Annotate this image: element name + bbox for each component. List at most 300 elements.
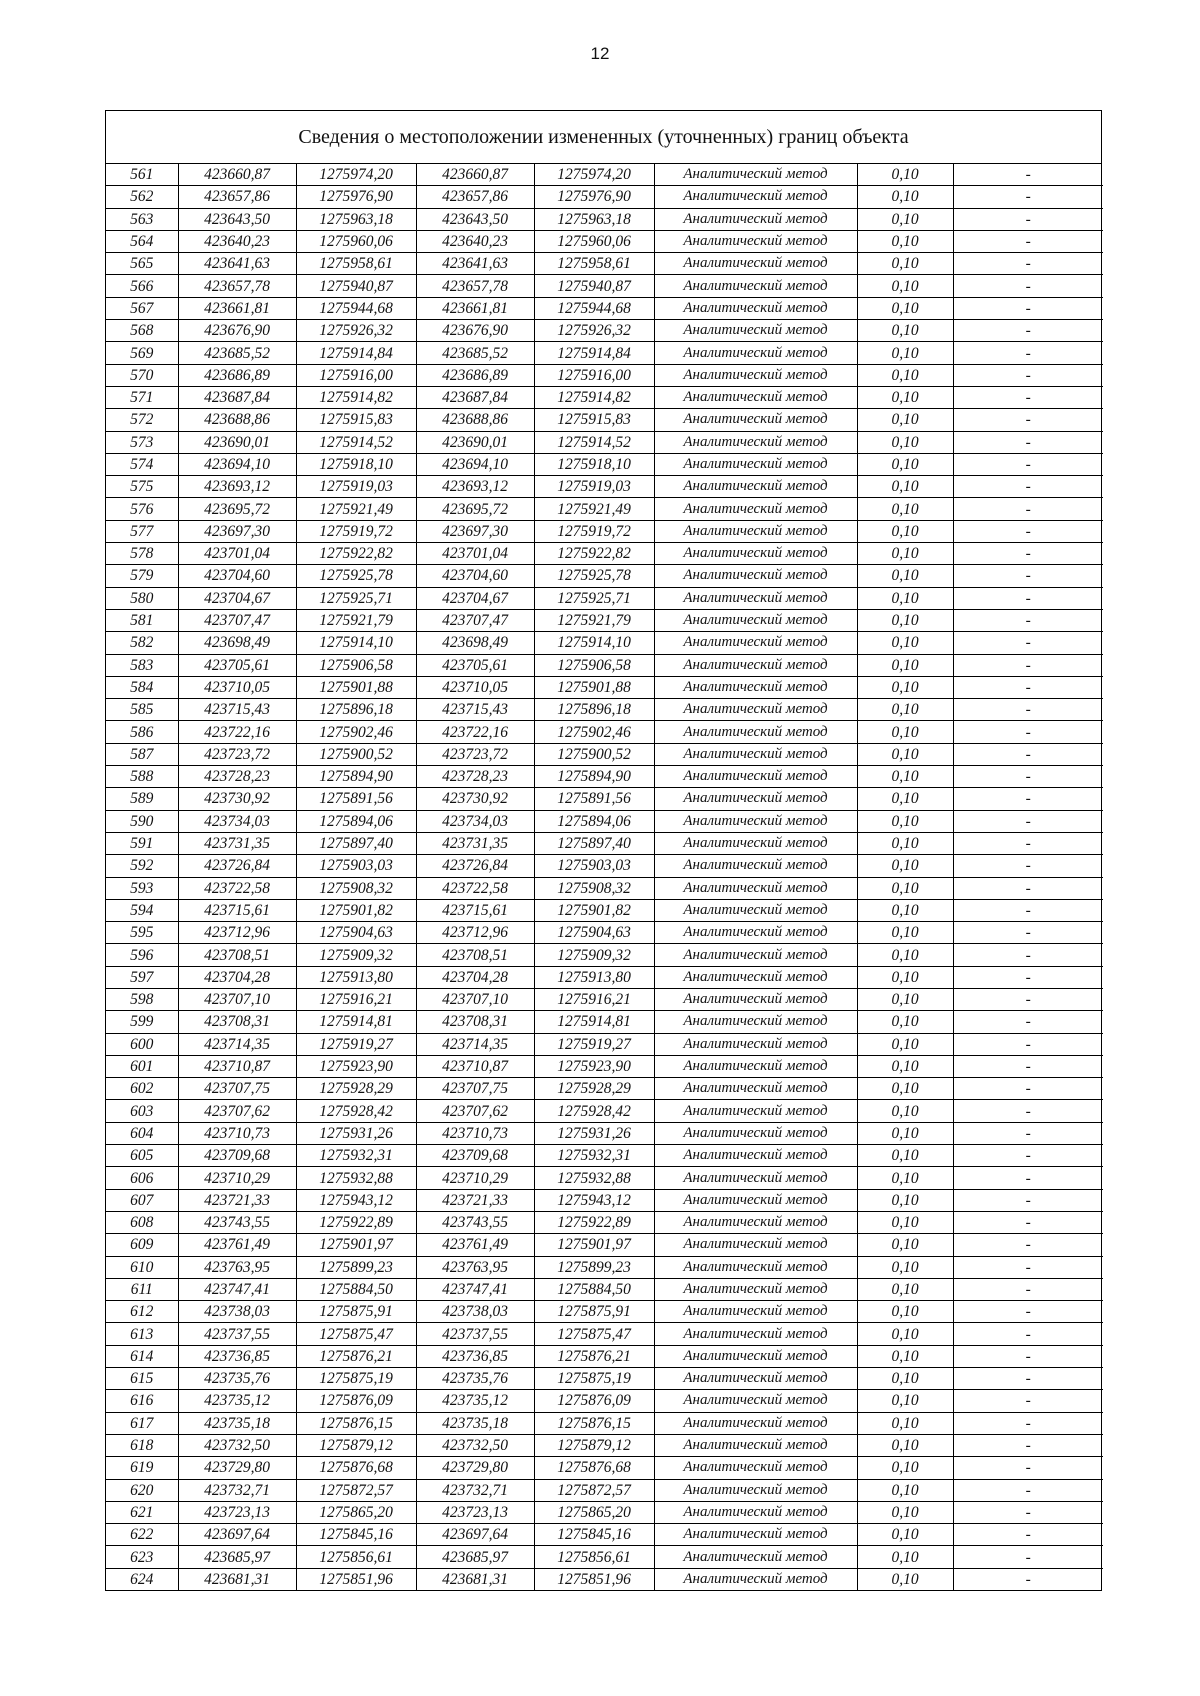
cell-point-number: 574 xyxy=(106,453,178,475)
cell-note: - xyxy=(953,1145,1103,1167)
cell-y-refined: 1275916,00 xyxy=(534,364,654,386)
cell-method: Аналитический метод xyxy=(654,1100,857,1122)
table-row xyxy=(106,208,1103,230)
cell-note: - xyxy=(953,543,1103,565)
cell-note: - xyxy=(953,855,1103,877)
cell-method: Аналитический метод xyxy=(654,164,857,186)
cell-y-existing: 1275919,03 xyxy=(296,476,416,498)
cell-point-number: 579 xyxy=(106,565,178,587)
cell-x-refined: 423707,47 xyxy=(416,609,534,631)
cell-y-existing: 1275875,19 xyxy=(296,1368,416,1390)
cell-accuracy: 0,10 xyxy=(857,743,953,765)
cell-method: Аналитический метод xyxy=(654,342,857,364)
cell-x-existing: 423721,33 xyxy=(178,1189,296,1211)
cell-x-existing: 423657,78 xyxy=(178,275,296,297)
cell-point-number: 623 xyxy=(106,1546,178,1568)
cell-method: Аналитический метод xyxy=(654,520,857,542)
cell-x-refined: 423743,55 xyxy=(416,1211,534,1233)
cell-accuracy: 0,10 xyxy=(857,721,953,743)
cell-accuracy: 0,10 xyxy=(857,476,953,498)
cell-x-existing: 423738,03 xyxy=(178,1301,296,1323)
cell-x-existing: 423715,61 xyxy=(178,899,296,921)
cell-point-number: 606 xyxy=(106,1167,178,1189)
cell-x-refined: 423714,35 xyxy=(416,1033,534,1055)
cell-point-number: 604 xyxy=(106,1122,178,1144)
cell-x-existing: 423732,71 xyxy=(178,1479,296,1501)
cell-y-refined: 1275894,90 xyxy=(534,766,654,788)
cell-point-number: 607 xyxy=(106,1189,178,1211)
cell-y-refined: 1275896,18 xyxy=(534,699,654,721)
table-row xyxy=(106,1568,1103,1590)
cell-x-refined: 423697,64 xyxy=(416,1524,534,1546)
cell-method: Аналитический метод xyxy=(654,988,857,1010)
cell-note: - xyxy=(953,721,1103,743)
cell-x-refined: 423715,43 xyxy=(416,699,534,721)
cell-y-existing: 1275901,97 xyxy=(296,1234,416,1256)
cell-method: Аналитический метод xyxy=(654,788,857,810)
cell-accuracy: 0,10 xyxy=(857,1390,953,1412)
cell-x-existing: 423732,50 xyxy=(178,1434,296,1456)
cell-point-number: 614 xyxy=(106,1345,178,1367)
cell-method: Аналитический метод xyxy=(654,1211,857,1233)
cell-point-number: 569 xyxy=(106,342,178,364)
cell-note: - xyxy=(953,1167,1103,1189)
cell-x-refined: 423704,67 xyxy=(416,587,534,609)
cell-x-refined: 423698,49 xyxy=(416,632,534,654)
cell-y-refined: 1275906,58 xyxy=(534,654,654,676)
table-row xyxy=(106,788,1103,810)
cell-x-refined: 423641,63 xyxy=(416,253,534,275)
cell-accuracy: 0,10 xyxy=(857,565,953,587)
cell-y-refined: 1275976,90 xyxy=(534,186,654,208)
table-row xyxy=(106,832,1103,854)
cell-y-refined: 1275913,80 xyxy=(534,966,654,988)
cell-point-number: 589 xyxy=(106,788,178,810)
table-row xyxy=(106,431,1103,453)
cell-x-existing: 423743,55 xyxy=(178,1211,296,1233)
cell-x-refined: 423685,97 xyxy=(416,1546,534,1568)
cell-note: - xyxy=(953,186,1103,208)
cell-y-refined: 1275974,20 xyxy=(534,164,654,186)
cell-point-number: 599 xyxy=(106,1011,178,1033)
cell-accuracy: 0,10 xyxy=(857,1122,953,1144)
table-row xyxy=(106,543,1103,565)
cell-x-existing: 423714,35 xyxy=(178,1033,296,1055)
cell-accuracy: 0,10 xyxy=(857,832,953,854)
cell-point-number: 613 xyxy=(106,1323,178,1345)
cell-point-number: 595 xyxy=(106,922,178,944)
cell-x-refined: 423735,18 xyxy=(416,1412,534,1434)
cell-x-existing: 423722,16 xyxy=(178,721,296,743)
cell-accuracy: 0,10 xyxy=(857,944,953,966)
cell-x-refined: 423643,50 xyxy=(416,208,534,230)
cell-x-refined: 423690,01 xyxy=(416,431,534,453)
table-row xyxy=(106,498,1103,520)
table-row xyxy=(106,1323,1103,1345)
cell-x-existing: 423694,10 xyxy=(178,453,296,475)
cell-x-existing: 423701,04 xyxy=(178,543,296,565)
cell-y-existing: 1275894,90 xyxy=(296,766,416,788)
table-row xyxy=(106,1345,1103,1367)
cell-note: - xyxy=(953,676,1103,698)
cell-method: Аналитический метод xyxy=(654,275,857,297)
cell-x-existing: 423697,64 xyxy=(178,1524,296,1546)
cell-method: Аналитический метод xyxy=(654,1323,857,1345)
cell-point-number: 605 xyxy=(106,1145,178,1167)
table-row xyxy=(106,1033,1103,1055)
cell-note: - xyxy=(953,208,1103,230)
cell-point-number: 591 xyxy=(106,832,178,854)
cell-point-number: 573 xyxy=(106,431,178,453)
table-row xyxy=(106,364,1103,386)
cell-method: Аналитический метод xyxy=(654,1033,857,1055)
cell-y-refined: 1275876,09 xyxy=(534,1390,654,1412)
cell-x-refined: 423730,92 xyxy=(416,788,534,810)
cell-y-existing: 1275845,16 xyxy=(296,1524,416,1546)
cell-note: - xyxy=(953,632,1103,654)
cell-x-refined: 423728,23 xyxy=(416,766,534,788)
cell-x-existing: 423690,01 xyxy=(178,431,296,453)
cell-method: Аналитический метод xyxy=(654,1501,857,1523)
cell-y-refined: 1275925,71 xyxy=(534,587,654,609)
cell-accuracy: 0,10 xyxy=(857,1145,953,1167)
cell-y-existing: 1275894,06 xyxy=(296,810,416,832)
cell-x-refined: 423721,33 xyxy=(416,1189,534,1211)
cell-point-number: 624 xyxy=(106,1568,178,1590)
cell-y-existing: 1275914,81 xyxy=(296,1011,416,1033)
cell-method: Аналитический метод xyxy=(654,186,857,208)
cell-method: Аналитический метод xyxy=(654,1278,857,1300)
cell-note: - xyxy=(953,1412,1103,1434)
cell-y-existing: 1275865,20 xyxy=(296,1501,416,1523)
cell-accuracy: 0,10 xyxy=(857,1078,953,1100)
cell-y-refined: 1275943,12 xyxy=(534,1189,654,1211)
cell-x-existing: 423734,03 xyxy=(178,810,296,832)
cell-method: Аналитический метод xyxy=(654,654,857,676)
cell-accuracy: 0,10 xyxy=(857,1011,953,1033)
cell-y-existing: 1275908,32 xyxy=(296,877,416,899)
cell-accuracy: 0,10 xyxy=(857,297,953,319)
cell-x-existing: 423676,90 xyxy=(178,320,296,342)
cell-x-refined: 423763,95 xyxy=(416,1256,534,1278)
cell-note: - xyxy=(953,253,1103,275)
cell-note: - xyxy=(953,766,1103,788)
cell-point-number: 572 xyxy=(106,409,178,431)
table-row xyxy=(106,1011,1103,1033)
cell-y-refined: 1275908,32 xyxy=(534,877,654,899)
cell-y-existing: 1275876,21 xyxy=(296,1345,416,1367)
cell-accuracy: 0,10 xyxy=(857,609,953,631)
cell-point-number: 621 xyxy=(106,1501,178,1523)
cell-x-existing: 423697,30 xyxy=(178,520,296,542)
cell-method: Аналитический метод xyxy=(654,230,857,252)
cell-x-refined: 423710,73 xyxy=(416,1122,534,1144)
cell-x-existing: 423712,96 xyxy=(178,922,296,944)
cell-method: Аналитический метод xyxy=(654,587,857,609)
cell-note: - xyxy=(953,1457,1103,1479)
table-row xyxy=(106,1546,1103,1568)
cell-x-existing: 423685,52 xyxy=(178,342,296,364)
cell-method: Аналитический метод xyxy=(654,1234,857,1256)
table-row xyxy=(106,654,1103,676)
cell-method: Аналитический метод xyxy=(654,1345,857,1367)
cell-note: - xyxy=(953,832,1103,854)
cell-y-existing: 1275879,12 xyxy=(296,1434,416,1456)
cell-y-refined: 1275875,47 xyxy=(534,1323,654,1345)
cell-note: - xyxy=(953,342,1103,364)
cell-x-existing: 423685,97 xyxy=(178,1546,296,1568)
cell-note: - xyxy=(953,520,1103,542)
table-row xyxy=(106,810,1103,832)
cell-y-refined: 1275875,19 xyxy=(534,1368,654,1390)
cell-method: Аналитический метод xyxy=(654,966,857,988)
cell-x-refined: 423710,87 xyxy=(416,1055,534,1077)
cell-x-existing: 423707,47 xyxy=(178,609,296,631)
cell-point-number: 584 xyxy=(106,676,178,698)
cell-x-refined: 423661,81 xyxy=(416,297,534,319)
cell-accuracy: 0,10 xyxy=(857,922,953,944)
cell-method: Аналитический метод xyxy=(654,1301,857,1323)
cell-y-existing: 1275875,91 xyxy=(296,1301,416,1323)
cell-y-refined: 1275928,29 xyxy=(534,1078,654,1100)
cell-x-existing: 423726,84 xyxy=(178,855,296,877)
cell-point-number: 622 xyxy=(106,1524,178,1546)
cell-method: Аналитический метод xyxy=(654,253,857,275)
cell-point-number: 567 xyxy=(106,297,178,319)
cell-x-refined: 423723,13 xyxy=(416,1501,534,1523)
table-row xyxy=(106,230,1103,252)
table-row xyxy=(106,1078,1103,1100)
cell-method: Аналитический метод xyxy=(654,1457,857,1479)
cell-y-refined: 1275919,72 xyxy=(534,520,654,542)
table-row xyxy=(106,1055,1103,1077)
cell-point-number: 582 xyxy=(106,632,178,654)
cell-y-existing: 1275922,82 xyxy=(296,543,416,565)
cell-y-existing: 1275896,18 xyxy=(296,699,416,721)
table-row xyxy=(106,922,1103,944)
table-row xyxy=(106,1145,1103,1167)
cell-point-number: 575 xyxy=(106,476,178,498)
cell-y-refined: 1275851,96 xyxy=(534,1568,654,1590)
cell-y-existing: 1275960,06 xyxy=(296,230,416,252)
cell-method: Аналитический метод xyxy=(654,1167,857,1189)
cell-x-existing: 423763,95 xyxy=(178,1256,296,1278)
cell-x-refined: 423710,29 xyxy=(416,1167,534,1189)
cell-x-refined: 423694,10 xyxy=(416,453,534,475)
cell-accuracy: 0,10 xyxy=(857,699,953,721)
cell-y-refined: 1275928,42 xyxy=(534,1100,654,1122)
cell-method: Аналитический метод xyxy=(654,855,857,877)
cell-accuracy: 0,10 xyxy=(857,1301,953,1323)
cell-y-existing: 1275851,96 xyxy=(296,1568,416,1590)
cell-y-existing: 1275900,52 xyxy=(296,743,416,765)
cell-accuracy: 0,10 xyxy=(857,1368,953,1390)
cell-method: Аналитический метод xyxy=(654,1055,857,1077)
cell-y-refined: 1275914,82 xyxy=(534,386,654,408)
cell-y-refined: 1275875,91 xyxy=(534,1301,654,1323)
table-row xyxy=(106,1167,1103,1189)
cell-note: - xyxy=(953,1390,1103,1412)
cell-accuracy: 0,10 xyxy=(857,1546,953,1568)
cell-x-refined: 423731,35 xyxy=(416,832,534,854)
cell-method: Аналитический метод xyxy=(654,1568,857,1590)
cell-y-refined: 1275925,78 xyxy=(534,565,654,587)
cell-y-refined: 1275914,52 xyxy=(534,431,654,453)
table-row xyxy=(106,275,1103,297)
table-row xyxy=(106,877,1103,899)
cell-accuracy: 0,10 xyxy=(857,431,953,453)
cell-x-refined: 423687,84 xyxy=(416,386,534,408)
cell-note: - xyxy=(953,1323,1103,1345)
cell-accuracy: 0,10 xyxy=(857,520,953,542)
cell-x-existing: 423723,13 xyxy=(178,1501,296,1523)
cell-method: Аналитический метод xyxy=(654,1434,857,1456)
cell-x-refined: 423695,72 xyxy=(416,498,534,520)
boundary-coordinates-table xyxy=(106,164,1103,1590)
cell-x-existing: 423735,12 xyxy=(178,1390,296,1412)
cell-point-number: 598 xyxy=(106,988,178,1010)
cell-point-number: 590 xyxy=(106,810,178,832)
table-row xyxy=(106,1457,1103,1479)
cell-accuracy: 0,10 xyxy=(857,1234,953,1256)
cell-accuracy: 0,10 xyxy=(857,1211,953,1233)
cell-x-existing: 423710,05 xyxy=(178,676,296,698)
cell-accuracy: 0,10 xyxy=(857,1457,953,1479)
cell-y-existing: 1275974,20 xyxy=(296,164,416,186)
cell-point-number: 608 xyxy=(106,1211,178,1233)
cell-y-existing: 1275921,79 xyxy=(296,609,416,631)
cell-method: Аналитический метод xyxy=(654,609,857,631)
cell-y-existing: 1275901,82 xyxy=(296,899,416,921)
cell-y-refined: 1275960,06 xyxy=(534,230,654,252)
cell-method: Аналитический метод xyxy=(654,1145,857,1167)
cell-x-refined: 423701,04 xyxy=(416,543,534,565)
cell-point-number: 610 xyxy=(106,1256,178,1278)
cell-note: - xyxy=(953,877,1103,899)
cell-x-existing: 423707,62 xyxy=(178,1100,296,1122)
cell-y-refined: 1275914,81 xyxy=(534,1011,654,1033)
cell-y-refined: 1275931,26 xyxy=(534,1122,654,1144)
cell-method: Аналитический метод xyxy=(654,297,857,319)
cell-x-existing: 423657,86 xyxy=(178,186,296,208)
cell-y-existing: 1275932,88 xyxy=(296,1167,416,1189)
cell-x-existing: 423730,92 xyxy=(178,788,296,810)
cell-accuracy: 0,10 xyxy=(857,810,953,832)
cell-x-existing: 423729,80 xyxy=(178,1457,296,1479)
cell-y-refined: 1275897,40 xyxy=(534,832,654,854)
cell-y-refined: 1275894,06 xyxy=(534,810,654,832)
cell-x-existing: 423708,31 xyxy=(178,1011,296,1033)
table-row xyxy=(106,1524,1103,1546)
cell-y-existing: 1275928,42 xyxy=(296,1100,416,1122)
cell-point-number: 615 xyxy=(106,1368,178,1390)
cell-point-number: 568 xyxy=(106,320,178,342)
cell-x-refined: 423704,28 xyxy=(416,966,534,988)
cell-y-existing: 1275914,10 xyxy=(296,632,416,654)
cell-x-refined: 423708,51 xyxy=(416,944,534,966)
cell-x-refined: 423660,87 xyxy=(416,164,534,186)
cell-x-refined: 423736,85 xyxy=(416,1345,534,1367)
cell-accuracy: 0,10 xyxy=(857,409,953,431)
cell-method: Аналитический метод xyxy=(654,944,857,966)
cell-accuracy: 0,10 xyxy=(857,386,953,408)
cell-note: - xyxy=(953,1100,1103,1122)
cell-y-refined: 1275901,97 xyxy=(534,1234,654,1256)
cell-note: - xyxy=(953,164,1103,186)
cell-y-refined: 1275932,88 xyxy=(534,1167,654,1189)
cell-y-existing: 1275925,78 xyxy=(296,565,416,587)
cell-x-refined: 423747,41 xyxy=(416,1278,534,1300)
cell-y-refined: 1275932,31 xyxy=(534,1145,654,1167)
table-row xyxy=(106,699,1103,721)
cell-method: Аналитический метод xyxy=(654,832,857,854)
cell-point-number: 566 xyxy=(106,275,178,297)
cell-point-number: 611 xyxy=(106,1278,178,1300)
table-row xyxy=(106,899,1103,921)
table-row xyxy=(106,1412,1103,1434)
cell-y-existing: 1275914,82 xyxy=(296,386,416,408)
cell-note: - xyxy=(953,275,1103,297)
cell-y-existing: 1275856,61 xyxy=(296,1546,416,1568)
cell-y-refined: 1275923,90 xyxy=(534,1055,654,1077)
cell-y-existing: 1275914,52 xyxy=(296,431,416,453)
cell-method: Аналитический метод xyxy=(654,565,857,587)
cell-x-refined: 423710,05 xyxy=(416,676,534,698)
cell-accuracy: 0,10 xyxy=(857,988,953,1010)
cell-accuracy: 0,10 xyxy=(857,320,953,342)
cell-accuracy: 0,10 xyxy=(857,877,953,899)
table-row xyxy=(106,1278,1103,1300)
cell-note: - xyxy=(953,1122,1103,1144)
cell-note: - xyxy=(953,587,1103,609)
cell-accuracy: 0,10 xyxy=(857,1167,953,1189)
cell-note: - xyxy=(953,1301,1103,1323)
cell-x-refined: 423685,52 xyxy=(416,342,534,364)
boundary-table-container xyxy=(105,110,1102,1591)
cell-method: Аналитический метод xyxy=(654,1546,857,1568)
cell-point-number: 602 xyxy=(106,1078,178,1100)
cell-x-existing: 423710,73 xyxy=(178,1122,296,1144)
cell-point-number: 609 xyxy=(106,1234,178,1256)
cell-y-existing: 1275923,90 xyxy=(296,1055,416,1077)
cell-y-refined: 1275922,89 xyxy=(534,1211,654,1233)
cell-point-number: 620 xyxy=(106,1479,178,1501)
cell-note: - xyxy=(953,1033,1103,1055)
cell-x-existing: 423686,89 xyxy=(178,364,296,386)
cell-y-existing: 1275919,27 xyxy=(296,1033,416,1055)
cell-point-number: 570 xyxy=(106,364,178,386)
cell-accuracy: 0,10 xyxy=(857,1189,953,1211)
cell-x-refined: 423715,61 xyxy=(416,899,534,921)
cell-x-existing: 423704,60 xyxy=(178,565,296,587)
cell-note: - xyxy=(953,1278,1103,1300)
cell-y-existing: 1275902,46 xyxy=(296,721,416,743)
cell-accuracy: 0,10 xyxy=(857,498,953,520)
cell-accuracy: 0,10 xyxy=(857,1323,953,1345)
cell-x-refined: 423734,03 xyxy=(416,810,534,832)
cell-point-number: 562 xyxy=(106,186,178,208)
cell-y-refined: 1275879,12 xyxy=(534,1434,654,1456)
cell-accuracy: 0,10 xyxy=(857,1055,953,1077)
cell-accuracy: 0,10 xyxy=(857,453,953,475)
cell-x-refined: 423722,58 xyxy=(416,877,534,899)
cell-method: Аналитический метод xyxy=(654,431,857,453)
table-row xyxy=(106,743,1103,765)
cell-point-number: 561 xyxy=(106,164,178,186)
cell-y-refined: 1275921,79 xyxy=(534,609,654,631)
cell-y-refined: 1275916,21 xyxy=(534,988,654,1010)
cell-note: - xyxy=(953,1256,1103,1278)
